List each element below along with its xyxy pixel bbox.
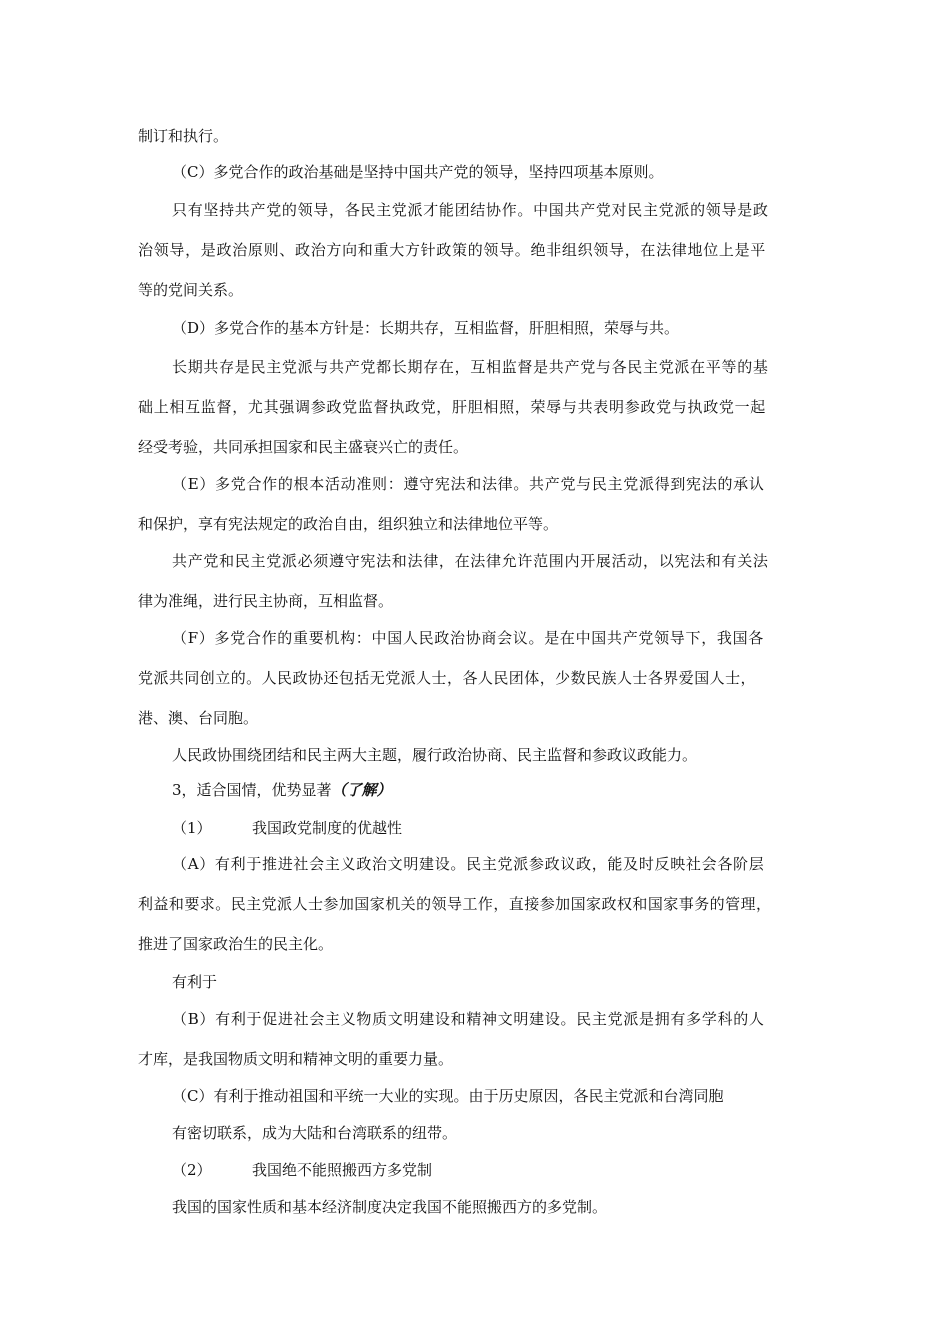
- subsection-heading: [172, 1160, 432, 1180]
- text-line: （D）多党合作的基本方针是：长期共存，互相监督，肝胆相照，荣辱与共。: [172, 319, 680, 337]
- text-line: 利益和要求。民主党派人士参加国家机关的领导工作，直接参加国家政权和国家事务的管理，: [138, 895, 772, 913]
- text-line: 治领导，是政治原则、政治方向和重大方针政策的领导。绝非组织领导，在法律地位上是平: [138, 241, 767, 259]
- section-heading-text: 3，适合国情，优势显著: [172, 781, 332, 799]
- text-line: 和保护，享有宪法规定的政治自由，组织独立和法律地位平等。: [138, 515, 559, 533]
- text-line: 党派共同创立的。人民政协还包括无党派人士，各人民团体，少数民族人士各界爱国人士，: [138, 669, 757, 687]
- text-line: （E）多党合作的根本活动准则：遵守宪法和法律。共产党与民主党派得到宪法的承认: [172, 475, 765, 493]
- section-heading-note: （了解）: [331, 781, 392, 799]
- text-line: 等的党间关系。: [138, 281, 244, 299]
- text-line: （C）多党合作的政治基础是坚持中国共产党的领导，坚持四项基本原则。: [172, 163, 664, 181]
- text-line: 推进了国家政治生的民主化。: [138, 935, 334, 953]
- text-line: （A）有利于推进社会主义政治文明建设。民主党派参政议政，能及时反映社会各阶层: [172, 855, 765, 873]
- text-line: 共产党和民主党派必须遵守宪法和法律，在法律允许范围内开展活动，以宪法和有关法: [172, 552, 769, 570]
- text-line: 有利于: [172, 973, 218, 991]
- text-line: （F）多党合作的重要机构：中国人民政治协商会议。是在中国共产党领导下，我国各: [172, 629, 765, 647]
- text-line: 长期共存是民主党派与共产党都长期存在，互相监督是共产党与各民主党派在平等的基: [172, 358, 769, 376]
- text-line: 础上相互监督，尤其强调参政党监督执政党，肝胆相照，荣辱与共表明参政党与执政党一起: [138, 398, 767, 416]
- section-heading: [172, 780, 392, 800]
- text-line: 律为准绳，进行民主协商，互相监督。: [138, 592, 394, 610]
- subsection-heading: [172, 818, 402, 838]
- text-line: 只有坚持共产党的领导，各民主党派才能团结协作。中国共产党对民主党派的领导是政: [172, 201, 769, 219]
- subsection-title: 我国绝不能照搬西方多党制: [252, 1161, 433, 1179]
- text-line: 人民政协围绕团结和民主两大主题，履行政治协商、民主监督和参政议政能力。: [172, 746, 698, 764]
- text-line: 经受考验，共同承担国家和民主盛衰兴亡的责任。: [138, 438, 469, 456]
- text-line: 制订和执行。: [138, 127, 229, 145]
- subsection-title: 我国政党制度的优越性: [252, 819, 403, 837]
- text-line: 港、澳、台同胞。: [138, 709, 259, 727]
- text-line: 我国的国家性质和基本经济制度决定我国不能照搬西方的多党制。: [172, 1198, 608, 1216]
- text-line: （B）有利于促进社会主义物质文明建设和精神文明建设。民主党派是拥有多学科的人: [172, 1010, 765, 1028]
- subsection-number: （1）: [172, 819, 212, 837]
- text-line: 有密切联系，成为大陆和台湾联系的纽带。: [172, 1124, 458, 1142]
- subsection-number: （2）: [172, 1161, 212, 1179]
- text-line: 才库，是我国物质文明和精神文明的重要力量。: [138, 1050, 454, 1068]
- text-line: （C）有利于推动祖国和平统一大业的实现。由于历史原因，各民主党派和台湾同胞: [172, 1087, 724, 1105]
